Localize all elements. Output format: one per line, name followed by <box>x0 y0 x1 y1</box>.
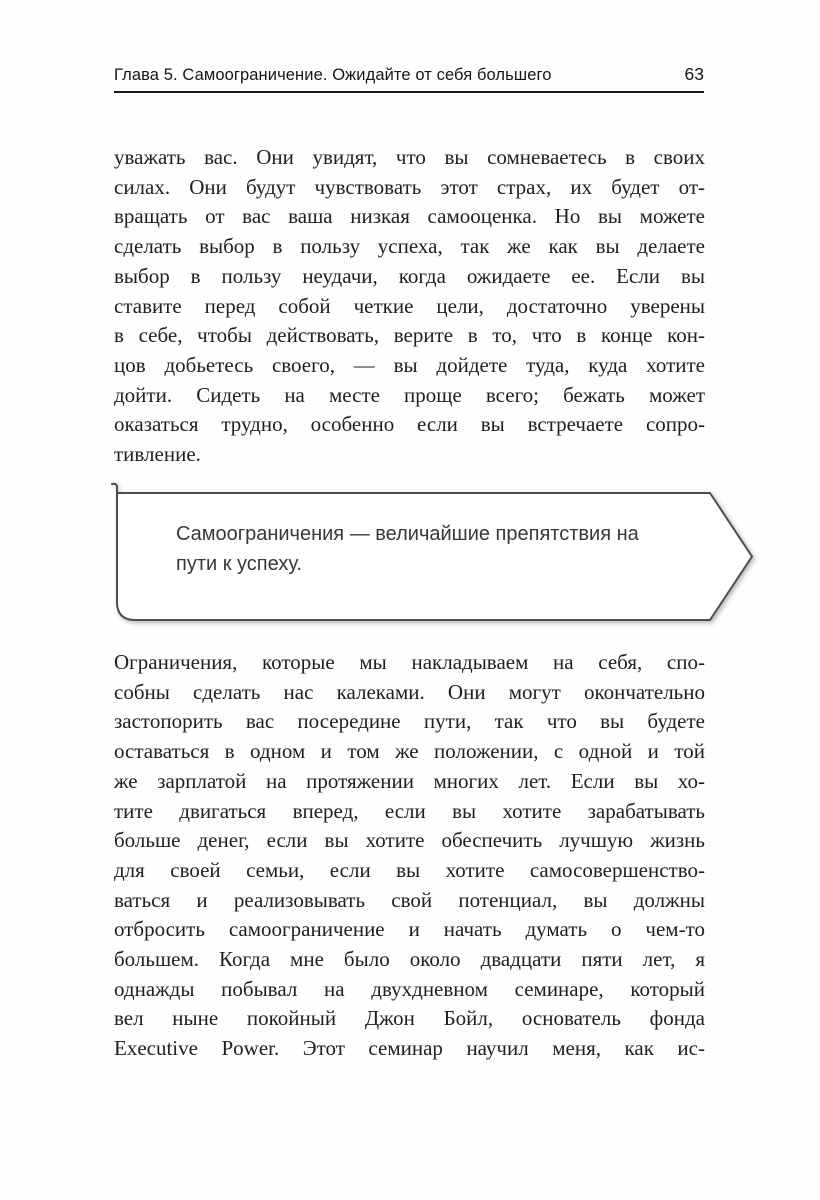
text-line: Executive Power. Этот семинар научил меня, как ис- <box>114 1036 705 1061</box>
text-line: застопорить вас посередине пути, так что вы будете <box>114 709 705 734</box>
body-paragraph-2 <box>114 648 705 1064</box>
body-paragraph-1 <box>114 143 705 470</box>
pull-quote-callout <box>108 478 768 628</box>
text-line: в себе, чтобы действовать, верите в то, что в конце кон- <box>114 323 705 348</box>
text-line: вел ныне покойный Джон Бойл, основатель фонда <box>114 1006 705 1031</box>
pull-quote-text <box>176 520 656 579</box>
text-line: отбросить самоограничение и начать думать о чем-то <box>114 917 705 942</box>
text-line: сделать выбор в пользу успеха, так же как вы делаете <box>114 234 705 259</box>
text-line: оставаться в одном и том же положении, с одной и той <box>114 739 705 764</box>
header-rule <box>114 91 704 93</box>
text-line: дойти. Сидеть на месте проще всего; бежать может <box>114 382 705 407</box>
text-line: тите двигаться вперед, если вы хотите зарабатывать <box>114 798 705 823</box>
text-line: уважать вас. Они увидят, что вы сомневаетесь в своих <box>114 145 705 169</box>
callout-corner-curl <box>112 484 117 493</box>
running-head: Глава 5. Самоограничение. Ожидайте от себя большего <box>114 66 552 84</box>
text-line: вращать от вас ваша низкая самооценка. Но вы можете <box>114 204 705 229</box>
text-line: силах. Они будут чувствовать этот страх, их будет от- <box>114 174 705 199</box>
text-line: собны сделать нас калеками. Они могут окончательно <box>114 679 705 704</box>
text-line: для своей семьи, если вы хотите самосовершенство- <box>114 857 705 882</box>
text-line: однажды побывал на двухдневном семинаре, который <box>114 976 705 1001</box>
text-line: пути к успеху. <box>176 552 302 575</box>
page-number: 63 <box>684 64 704 84</box>
text-line: выбор в пользу неудачи, когда ожидаете ее. Если вы <box>114 263 705 288</box>
page-header <box>114 64 704 85</box>
text-line: больше денег, если вы хотите обеспечить лучшую жизнь <box>114 828 705 853</box>
text-line: ставите перед собой четкие цели, достаточно уверены <box>114 293 705 318</box>
text-line: ваться и реализовывать свой потенциал, вы должны <box>114 887 705 912</box>
text-line: тивление. <box>114 442 201 467</box>
text-line: же зарплатой на протяжении многих лет. Если вы хо- <box>114 768 705 793</box>
text-line: большем. Когда мне было около двадцати пяти лет, я <box>114 947 705 972</box>
text-line: цов добьетесь своего, — вы дойдете туда, куда хотите <box>114 352 705 377</box>
text-line: Самоограничения — величайшие препятствия на <box>176 523 639 545</box>
text-line: оказаться трудно, особенно если вы встречаете сопро- <box>114 412 705 437</box>
text-line: Ограничения, которые мы накладываем на себя, спо- <box>114 650 705 674</box>
